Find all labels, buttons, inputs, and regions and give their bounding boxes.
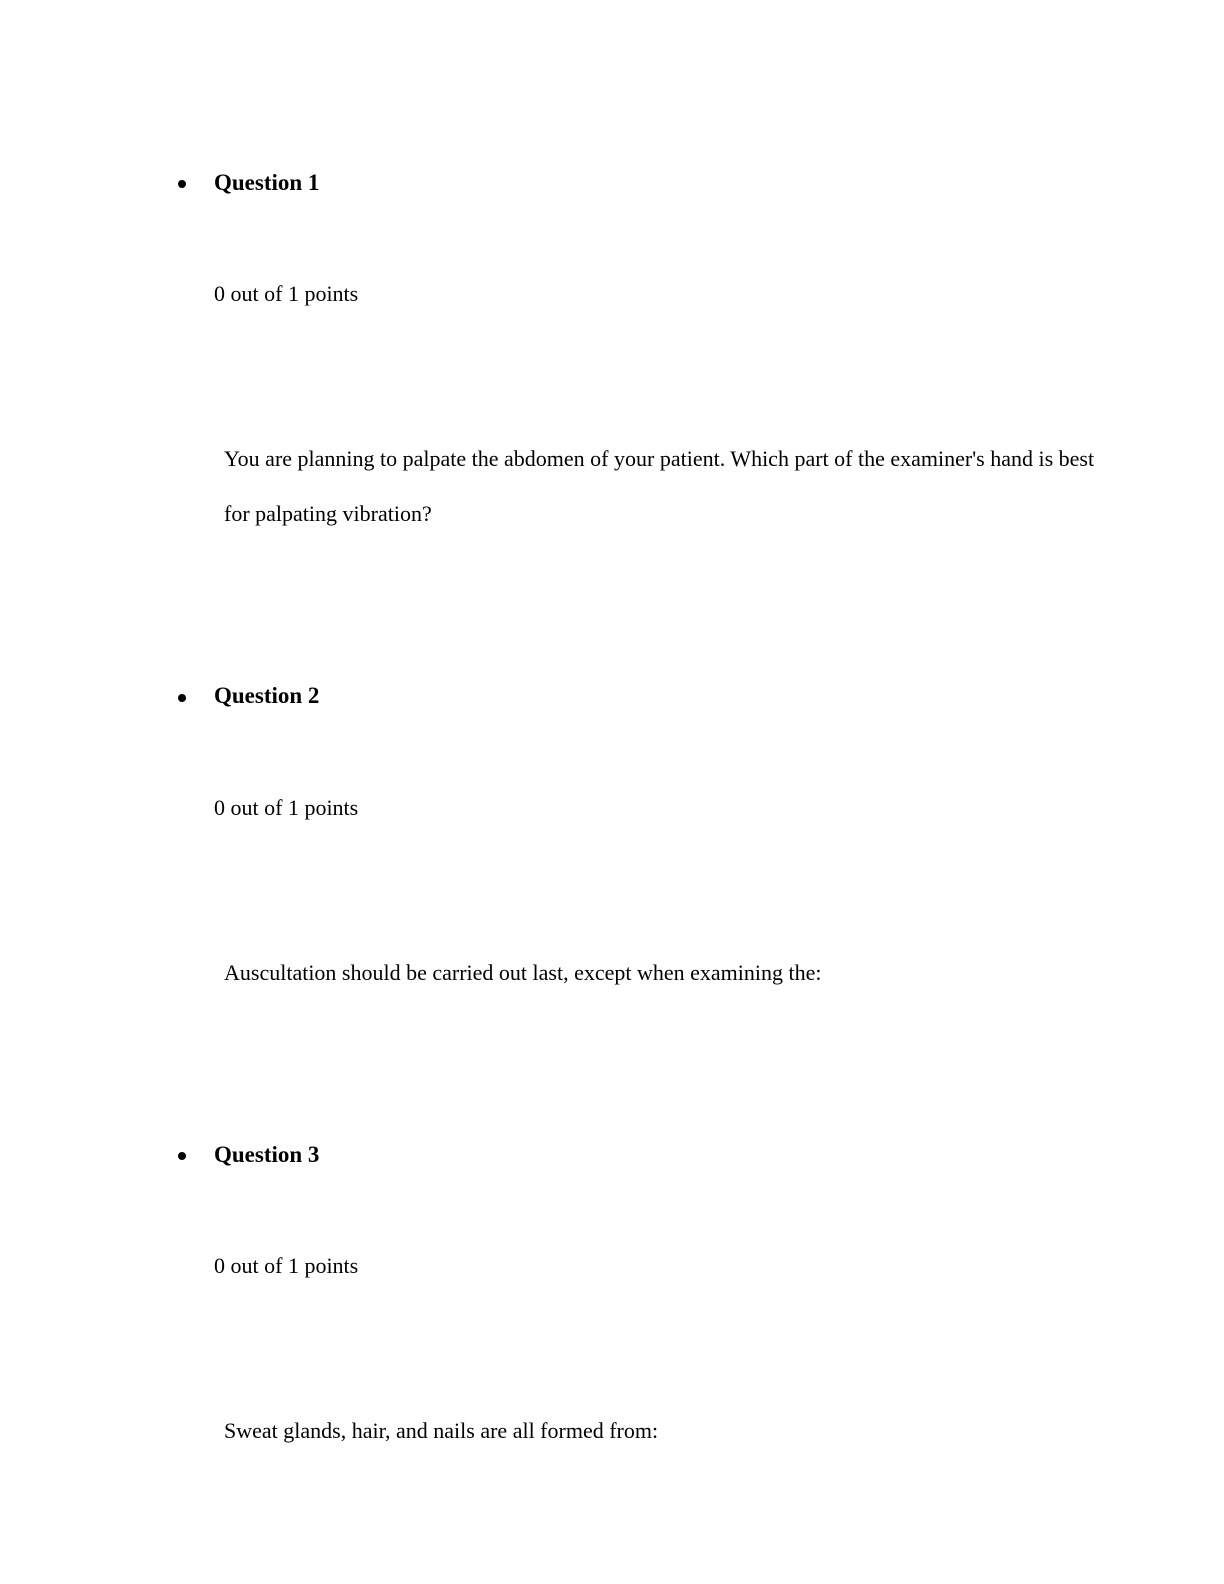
bullet-icon (178, 694, 186, 702)
question-heading: Question 2 (214, 683, 320, 708)
question-text: You are planning to palpate the abdomen of your patient. Which part of the examiner's hand is best for palpating vibration? (224, 446, 1095, 526)
question-points: 0 out of 1 points (214, 1253, 359, 1278)
question-points: 0 out of 1 points (214, 281, 359, 306)
question-heading: Question 1 (214, 170, 320, 195)
question-heading: Question 3 (214, 1142, 320, 1167)
bullet-icon (178, 1152, 186, 1160)
question-points: 0 out of 1 points (214, 795, 359, 820)
question-text: Sweat glands, hair, and nails are all formed from: (224, 1418, 659, 1443)
question-text: Auscultation should be carried out last, except when examining the: (224, 960, 822, 985)
bullet-icon (178, 180, 186, 188)
